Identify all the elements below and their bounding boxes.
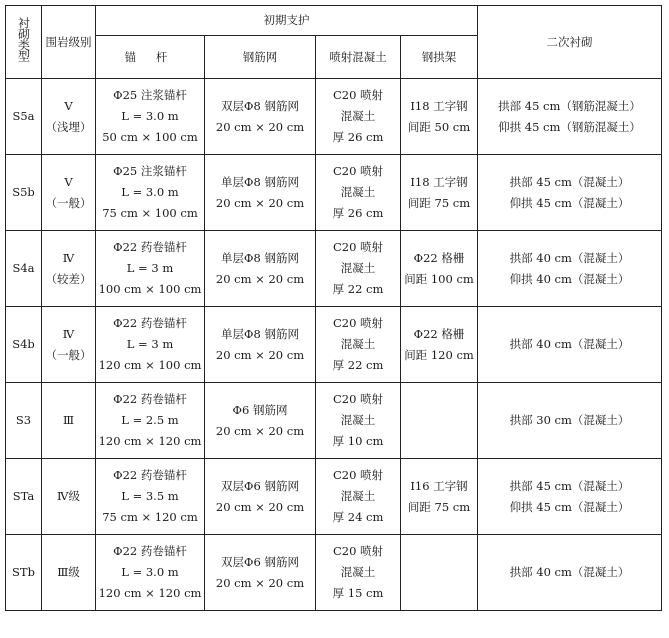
steel-arch-cell	[401, 383, 478, 459]
anchor-cell-line: Φ22 药卷锚杆	[113, 392, 187, 406]
steel-arch-cell-line: Φ22 格栅	[413, 326, 465, 341]
steel-arch-cell-line: 间距 75 cm	[407, 195, 471, 210]
rock-grade-cell-line: Ⅳ	[62, 326, 75, 341]
shotcrete-cell-line: 厚 22 cm	[332, 282, 384, 296]
secondary-lining-cell	[478, 79, 662, 155]
anchor-cell	[96, 307, 205, 383]
secondary-lining-cell	[478, 383, 662, 459]
table-row	[6, 535, 662, 611]
rock-grade-cell	[42, 383, 96, 459]
lining-type-cell: S5a	[6, 79, 42, 155]
mesh-cell	[205, 155, 316, 231]
table-row	[6, 79, 662, 155]
mesh-cell	[205, 459, 316, 535]
anchor-cell-line: L = 3 m	[126, 337, 174, 351]
anchor-cell-line: Φ22 药卷锚杆	[113, 316, 187, 330]
secondary-lining-header: 二次衬砌	[478, 6, 662, 79]
steel-arch-cell-line: 间距 120 cm	[404, 347, 474, 362]
shotcrete-cell-line: 混凝土	[340, 413, 376, 427]
steel-arch-cell	[401, 155, 478, 231]
shotcrete-cell-line: C20 喷射	[332, 316, 384, 330]
steel-arch-cell-line: 间距 50 cm	[407, 119, 471, 134]
shotcrete-cell-line: 厚 15 cm	[332, 586, 384, 600]
mesh-cell-line: 20 cm × 20 cm	[215, 499, 305, 514]
steel-arch-cell-line: 间距 100 cm	[404, 271, 474, 286]
anchor-cell-line: 120 cm × 120 cm	[98, 434, 202, 448]
secondary-lining-cell-line: 拱部 45 cm（混凝土）	[509, 478, 630, 493]
secondary-lining-cell-line: 拱部 45 cm（混凝土）	[509, 174, 630, 189]
anchor-cell-line: 120 cm × 100 cm	[98, 358, 202, 372]
steel-arch-cell-line: Φ22 格栅	[413, 250, 465, 265]
lining-type-cell: STb	[6, 535, 42, 611]
shotcrete-cell-line: 混凝土	[340, 185, 376, 199]
steel-arch-header: 钢拱架	[401, 36, 478, 79]
shotcrete-cell-line: 混凝土	[340, 489, 376, 503]
anchor-cell-line: Φ25 注浆锚杆	[113, 88, 187, 102]
anchor-cell-line: 75 cm × 120 cm	[102, 510, 198, 524]
shotcrete-header: 喷射混凝土	[316, 36, 401, 79]
anchor-cell-line: Φ22 药卷锚杆	[113, 468, 187, 482]
anchor-cell-line: 50 cm × 100 cm	[102, 130, 198, 144]
rock-grade-cell-line: Ⅲ级	[57, 565, 80, 579]
rock-grade-header: 围岩级别	[42, 6, 96, 79]
mesh-cell-line: Φ6 钢筋网	[232, 402, 288, 417]
shotcrete-cell-line: C20 喷射	[332, 468, 384, 482]
anchor-cell-line: Φ22 药卷锚杆	[113, 240, 187, 254]
shotcrete-cell-line: C20 喷射	[332, 392, 384, 406]
secondary-lining-cell-line: 仰拱 45 cm（钢筋混凝土）	[498, 119, 641, 134]
mesh-cell-line: 单层Φ8 钢筋网	[221, 174, 299, 189]
lining-type-cell: STa	[6, 459, 42, 535]
mesh-cell-line: 双层Φ8 钢筋网	[221, 98, 299, 113]
mesh-cell-line: 20 cm × 20 cm	[215, 423, 305, 438]
shotcrete-cell-line: C20 喷射	[332, 164, 384, 178]
rock-grade-cell	[42, 231, 96, 307]
secondary-lining-cell-line: 仰拱 45 cm（混凝土）	[509, 499, 630, 514]
rock-grade-cell-line: Ⅲ	[62, 413, 75, 427]
shotcrete-cell	[316, 231, 401, 307]
mesh-cell	[205, 231, 316, 307]
anchor-cell-line: 120 cm × 120 cm	[98, 586, 202, 600]
steel-arch-cell	[401, 79, 478, 155]
mesh-cell	[205, 535, 316, 611]
mesh-cell-line: 单层Φ8 钢筋网	[221, 326, 299, 341]
rock-grade-cell-line: （浅埋）	[45, 119, 92, 134]
anchor-cell	[96, 79, 205, 155]
steel-arch-cell-line: I18 工字钢	[410, 174, 468, 189]
mesh-cell-line: 20 cm × 20 cm	[215, 195, 305, 210]
rock-grade-cell	[42, 535, 96, 611]
shotcrete-cell-line: C20 喷射	[332, 88, 384, 102]
shotcrete-cell-line: 混凝土	[340, 337, 376, 351]
shotcrete-cell	[316, 155, 401, 231]
steel-arch-cell	[401, 535, 478, 611]
steel-arch-cell-line: 间距 75 cm	[407, 499, 471, 514]
mesh-cell	[205, 79, 316, 155]
rock-grade-cell-line: （一般）	[45, 347, 92, 362]
secondary-lining-cell-line: 拱部 40 cm（混凝土）	[509, 250, 630, 265]
shotcrete-cell	[316, 459, 401, 535]
mesh-cell	[205, 307, 316, 383]
mesh-cell-line: 双层Φ6 钢筋网	[221, 478, 299, 493]
table-row	[6, 155, 662, 231]
shotcrete-cell-line: 厚 26 cm	[332, 130, 384, 144]
secondary-lining-cell-line: 拱部 30 cm（混凝土）	[509, 413, 630, 427]
rock-grade-cell-line: Ⅳ	[62, 250, 75, 265]
steel-arch-cell	[401, 231, 478, 307]
rock-grade-cell-line: Ⅴ	[64, 174, 73, 189]
anchor-header: 锚 杆	[96, 36, 205, 79]
steel-arch-cell	[401, 307, 478, 383]
steel-arch-cell-line: I16 工字钢	[410, 478, 468, 493]
anchor-cell-line: L = 3.0 m	[121, 565, 179, 579]
secondary-lining-cell-line: 拱部 40 cm（混凝土）	[509, 565, 630, 579]
shotcrete-cell	[316, 535, 401, 611]
initial-support-header: 初期支护	[96, 6, 478, 36]
anchor-cell-line: 75 cm × 100 cm	[102, 206, 198, 220]
shotcrete-cell	[316, 79, 401, 155]
rock-grade-cell-line: （较差）	[45, 271, 92, 286]
mesh-cell-line: 20 cm × 20 cm	[215, 347, 305, 362]
mesh-cell-line: 20 cm × 20 cm	[215, 271, 305, 286]
rock-grade-cell-line: Ⅳ级	[57, 489, 80, 503]
mesh-cell	[205, 383, 316, 459]
rock-grade-cell	[42, 79, 96, 155]
lining-type-cell: S4b	[6, 307, 42, 383]
rock-grade-cell	[42, 307, 96, 383]
shotcrete-cell-line: 厚 26 cm	[332, 206, 384, 220]
anchor-cell-line: L = 3.0 m	[121, 185, 179, 199]
shotcrete-cell-line: C20 喷射	[332, 240, 384, 254]
mesh-header: 钢筋网	[205, 36, 316, 79]
table-row	[6, 459, 662, 535]
mesh-cell-line: 单层Φ8 钢筋网	[221, 250, 299, 265]
secondary-lining-cell	[478, 459, 662, 535]
rock-grade-cell-line: （一般）	[45, 195, 92, 210]
shotcrete-cell-line: 厚 24 cm	[332, 510, 384, 524]
mesh-cell-line: 双层Φ6 钢筋网	[221, 554, 299, 569]
anchor-cell	[96, 459, 205, 535]
lining-type-cell: S4a	[6, 231, 42, 307]
table-row	[6, 383, 662, 459]
anchor-cell	[96, 383, 205, 459]
anchor-cell-line: L = 2.5 m	[121, 413, 179, 427]
anchor-cell-line: Φ25 注浆锚杆	[113, 164, 187, 178]
lining-type-cell: S3	[6, 383, 42, 459]
secondary-lining-cell-line: 仰拱 40 cm（混凝土）	[509, 271, 630, 286]
steel-arch-cell	[401, 459, 478, 535]
secondary-lining-cell	[478, 155, 662, 231]
anchor-cell	[96, 535, 205, 611]
mesh-cell-line: 20 cm × 20 cm	[215, 119, 305, 134]
steel-arch-cell-line: I18 工字钢	[410, 98, 468, 113]
shotcrete-cell-line: 厚 10 cm	[332, 434, 384, 448]
anchor-cell	[96, 231, 205, 307]
secondary-lining-cell-line: 仰拱 45 cm（混凝土）	[509, 195, 630, 210]
rock-grade-cell	[42, 459, 96, 535]
rock-grade-cell-line: Ⅴ	[64, 98, 73, 113]
secondary-lining-cell	[478, 231, 662, 307]
secondary-lining-cell	[478, 307, 662, 383]
rock-grade-cell	[42, 155, 96, 231]
table-row	[6, 231, 662, 307]
anchor-cell-line: Φ22 药卷锚杆	[113, 544, 187, 558]
anchor-cell-line: L = 3.5 m	[121, 489, 179, 503]
anchor-cell-line: L = 3.0 m	[121, 109, 179, 123]
shotcrete-cell	[316, 307, 401, 383]
anchor-cell-line: L = 3 m	[126, 261, 174, 275]
table-row	[6, 307, 662, 383]
lining-type-header: 衬砌类型	[6, 6, 42, 79]
shotcrete-cell-line: 厚 22 cm	[332, 358, 384, 372]
support-parameters-table	[5, 5, 662, 611]
anchor-cell-line: 100 cm × 100 cm	[98, 282, 202, 296]
mesh-cell-line: 20 cm × 20 cm	[215, 575, 305, 590]
shotcrete-cell-line: C20 喷射	[332, 544, 384, 558]
anchor-cell	[96, 155, 205, 231]
secondary-lining-cell	[478, 535, 662, 611]
header-row-1	[6, 6, 662, 36]
lining-type-cell: S5b	[6, 155, 42, 231]
shotcrete-cell-line: 混凝土	[340, 109, 376, 123]
secondary-lining-cell-line: 拱部 45 cm（钢筋混凝土）	[498, 98, 641, 113]
shotcrete-cell-line: 混凝土	[340, 261, 376, 275]
shotcrete-cell	[316, 383, 401, 459]
shotcrete-cell-line: 混凝土	[340, 565, 376, 579]
secondary-lining-cell-line: 拱部 40 cm（混凝土）	[509, 337, 630, 351]
